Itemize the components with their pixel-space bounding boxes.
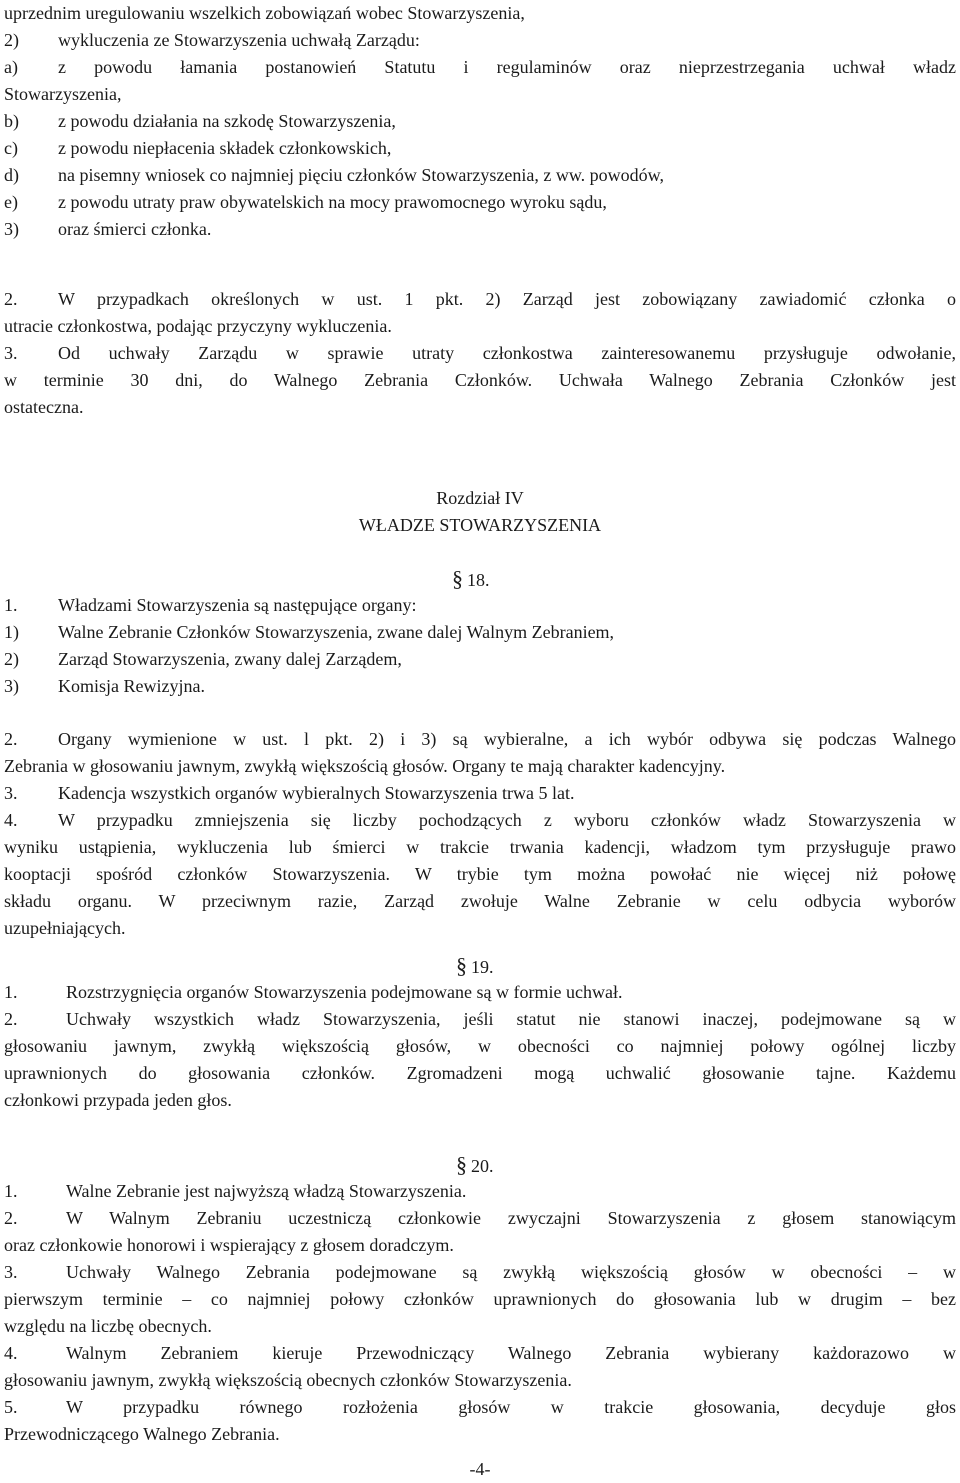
paragraph-number: 1. [4, 982, 18, 1002]
paragraph-line: względu na liczbę obecnych. [4, 1316, 212, 1336]
section-sign-icon: § [456, 953, 467, 978]
paragraph-line [4, 780, 956, 807]
paragraph-number: 4. [4, 1343, 18, 1363]
spacer [4, 539, 956, 555]
paragraph-line: kooptacji spośród członków Stowarzyszenia. W trybie tym można powołać nie więcej niż połowę [4, 864, 956, 884]
section-number: 19. [471, 957, 494, 977]
list-text: wykluczenia ze Stowarzyszenia uchwałą Zarządu: [58, 30, 420, 50]
list-item [4, 189, 956, 216]
chapter-subtitle: WŁADZE STOWARZYSZENIA [358, 515, 602, 535]
section-number: 18. [467, 570, 490, 590]
list-text: z powodu łamania postanowień Statutu i regulaminów oraz nieprzestrzegania uchwał władz [58, 57, 956, 77]
paragraph-number: 4. [4, 810, 18, 830]
list-text: oraz śmierci członka. [58, 219, 212, 239]
list-item [4, 27, 956, 54]
paragraph-line [4, 726, 956, 753]
paragraph-line: Zebrania w głosowaniu jawnym, zwykłą większością głosów. Organy te mają charakter kadencyjny. [4, 756, 726, 776]
paragraph-line [4, 1205, 956, 1232]
spacer [4, 555, 956, 565]
list-number: 2) [4, 30, 19, 50]
paragraph-line: w terminie 30 dni, do Walnego Zebrania Członków. Uchwała Walnego Zebrania Członków jest [4, 370, 956, 390]
membership-loss-paragraphs [4, 286, 956, 421]
paragraph-number: 3. [4, 1262, 18, 1282]
paragraph-number: 2. [4, 729, 18, 749]
list-number: 1) [4, 622, 19, 642]
section-heading [4, 1151, 956, 1178]
paragraph-line: głosowaniu jawnym, zwykłą większością obecnych członków Stowarzyszenia. [4, 1370, 572, 1390]
paragraph-number: 1. [4, 1181, 18, 1201]
list-number: e) [4, 192, 18, 212]
section-heading [4, 565, 956, 592]
spacer [4, 475, 956, 485]
paragraph-line: utracie członkostwa, podając przyczyny wykluczenia. [4, 316, 392, 336]
list-item [4, 673, 956, 700]
list-text: Zarząd Stowarzyszenia, zwany dalej Zarządem, [58, 649, 402, 669]
list-item [4, 162, 956, 189]
paragraph-line [4, 807, 956, 834]
paragraph-text: Władzami Stowarzyszenia są następujące organy: [58, 595, 417, 615]
list-number: d) [4, 165, 19, 185]
paragraph-text: W Walnym Zebraniu uczestniczą członkowie zwyczajni Stowarzyszenia z głosem stanowiącym [66, 1208, 956, 1228]
paragraph-text: W przypadkach określonych w ust. 1 pkt. 2) Zarząd jest zobowiązany zawiadomić członka o [58, 289, 956, 309]
paragraph-line: oraz członkowie honorowi i wspierający z głosem doradczym. [4, 1235, 454, 1255]
paragraph-number: 5. [4, 1397, 18, 1417]
paragraph-text: Kadencja wszystkich organów wybieralnych Stowarzyszenia trwa 5 lat. [58, 783, 575, 803]
paragraph-line [4, 979, 956, 1006]
paragraph-number: 2. [4, 1208, 18, 1228]
section-heading [4, 952, 956, 979]
spacer [4, 448, 956, 475]
text-line: Stowarzyszenia, [4, 84, 122, 104]
paragraph-number: 1. [4, 595, 18, 615]
spacer [4, 421, 956, 448]
list-number: b) [4, 111, 19, 131]
paragraph-text: Walnym Zebraniem kieruje Przewodniczący Walnego Zebrania wybierany każdorazowo w [66, 1343, 956, 1363]
section-20 [4, 1151, 956, 1448]
section-sign-icon: § [456, 1152, 467, 1177]
section-19 [4, 952, 956, 1114]
paragraph-text: W przypadku zmniejszenia się liczby pochodzących z wyboru członków władz Stowarzyszenia w [58, 810, 956, 830]
list-number: 3) [4, 676, 19, 696]
paragraph-text: Uchwały wszystkich władz Stowarzyszenia, jeśli statut nie stanowi inaczej, podejmowane są w [66, 1009, 956, 1029]
list-number: 3) [4, 219, 19, 239]
list-item [4, 54, 956, 81]
list-number: c) [4, 138, 18, 158]
paragraph-line [4, 1259, 956, 1286]
spacer [4, 716, 956, 726]
paragraph-text: Uchwały Walnego Zebrania podejmowane są zwykłą większością głosów w obecności – w [66, 1262, 956, 1282]
list-number: 2) [4, 649, 19, 669]
paragraph-number: 3. [4, 783, 18, 803]
list-text: z powodu utraty praw obywatelskich na mocy prawomocnego wyroku sądu, [58, 192, 607, 212]
paragraph-text: Walne Zebranie jest najwyższą władzą Stowarzyszenia. [66, 1181, 467, 1201]
paragraph-line: uprawnionych do głosowania członków. Zgromadzeni mogą uchwalić głosowanie tajne. Każdemu [4, 1063, 956, 1083]
paragraph-line [4, 340, 956, 367]
paragraph-number: 3. [4, 343, 18, 363]
list-item [4, 619, 956, 646]
section-18 [4, 565, 956, 942]
paragraph-text: Od uchwały Zarządu w sprawie utraty członkostwa zainteresowanemu przysługuje odwołanie, [58, 343, 956, 363]
list-text: na pisemny wniosek co najmniej pięciu członków Stowarzyszenia, z ww. powodów, [58, 165, 665, 185]
list-text: Komisja Rewizyjna. [58, 676, 205, 696]
paragraph-text: Rozstrzygnięcia organów Stowarzyszenia podejmowane są w formie uchwał. [66, 982, 623, 1002]
spacer [4, 270, 956, 286]
paragraph-line: uzupełniających. [4, 918, 126, 938]
chapter-title: Rozdział IV [436, 488, 524, 508]
spacer [4, 1141, 956, 1151]
document-page [4, 0, 956, 1448]
paragraph-line: członkowi przypada jeden głos. [4, 1090, 232, 1110]
page-number: -4- [469, 1459, 491, 1479]
section-sign-icon: § [452, 566, 463, 591]
paragraph-line: składu organu. W przeciwnym razie, Zarząd zwołuje Walne Zebranie w celu odbycia wyborów [4, 891, 956, 911]
paragraph-number: 2. [4, 1009, 18, 1029]
spacer [4, 243, 956, 270]
list-item [4, 135, 956, 162]
paragraph-line [4, 286, 956, 313]
paragraph-line [4, 1394, 956, 1421]
paragraph-text: W przypadku równego rozłożenia głosów w trakcie głosowania, decyduje głos [66, 1397, 956, 1417]
paragraph-line [4, 592, 956, 619]
paragraph-line [4, 1006, 956, 1033]
paragraph-line [4, 1178, 956, 1205]
paragraph-text: Organy wymienione w ust. l pkt. 2) i 3) są wybieralne, a ich wybór odbywa się podczas Walnego [58, 729, 956, 749]
section-number: 20. [471, 1156, 494, 1176]
paragraph-line: Przewodniczącego Walnego Zebrania. [4, 1424, 280, 1444]
list-text: z powodu niepłacenia składek członkowskich, [58, 138, 392, 158]
text-line: uprzednim uregulowaniu wszelkich zobowiązań wobec Stowarzyszenia, [4, 3, 525, 23]
paragraph-line: wyniku ustąpienia, wykluczenia lub śmierci w trakcie trwania kadencji, władzom tym przysługuje prawo [4, 837, 956, 857]
list-text: z powodu działania na szkodę Stowarzyszenia, [58, 111, 396, 131]
list-text: Walne Zebranie Członków Stowarzyszenia, zwane dalej Walnym Zebraniem, [58, 622, 615, 642]
spacer [4, 1114, 956, 1141]
paragraph-line: pierwszym terminie – co najmniej połowy członków uprawnionych do głosowania lub w drugim – bez [4, 1289, 956, 1309]
list-item [4, 646, 956, 673]
list-number: a) [4, 57, 18, 77]
paragraph-line: głosowaniu jawnym, zwykłą większością głosów, w obecności co najmniej połowy ogólnej liczby [4, 1036, 956, 1056]
exclusion-list [4, 0, 956, 243]
paragraph-line: ostateczna. [4, 397, 84, 417]
spacer [4, 942, 956, 952]
paragraph-line [4, 1340, 956, 1367]
paragraph-number: 2. [4, 289, 18, 309]
list-item [4, 216, 956, 243]
spacer [4, 700, 956, 716]
list-item [4, 108, 956, 135]
